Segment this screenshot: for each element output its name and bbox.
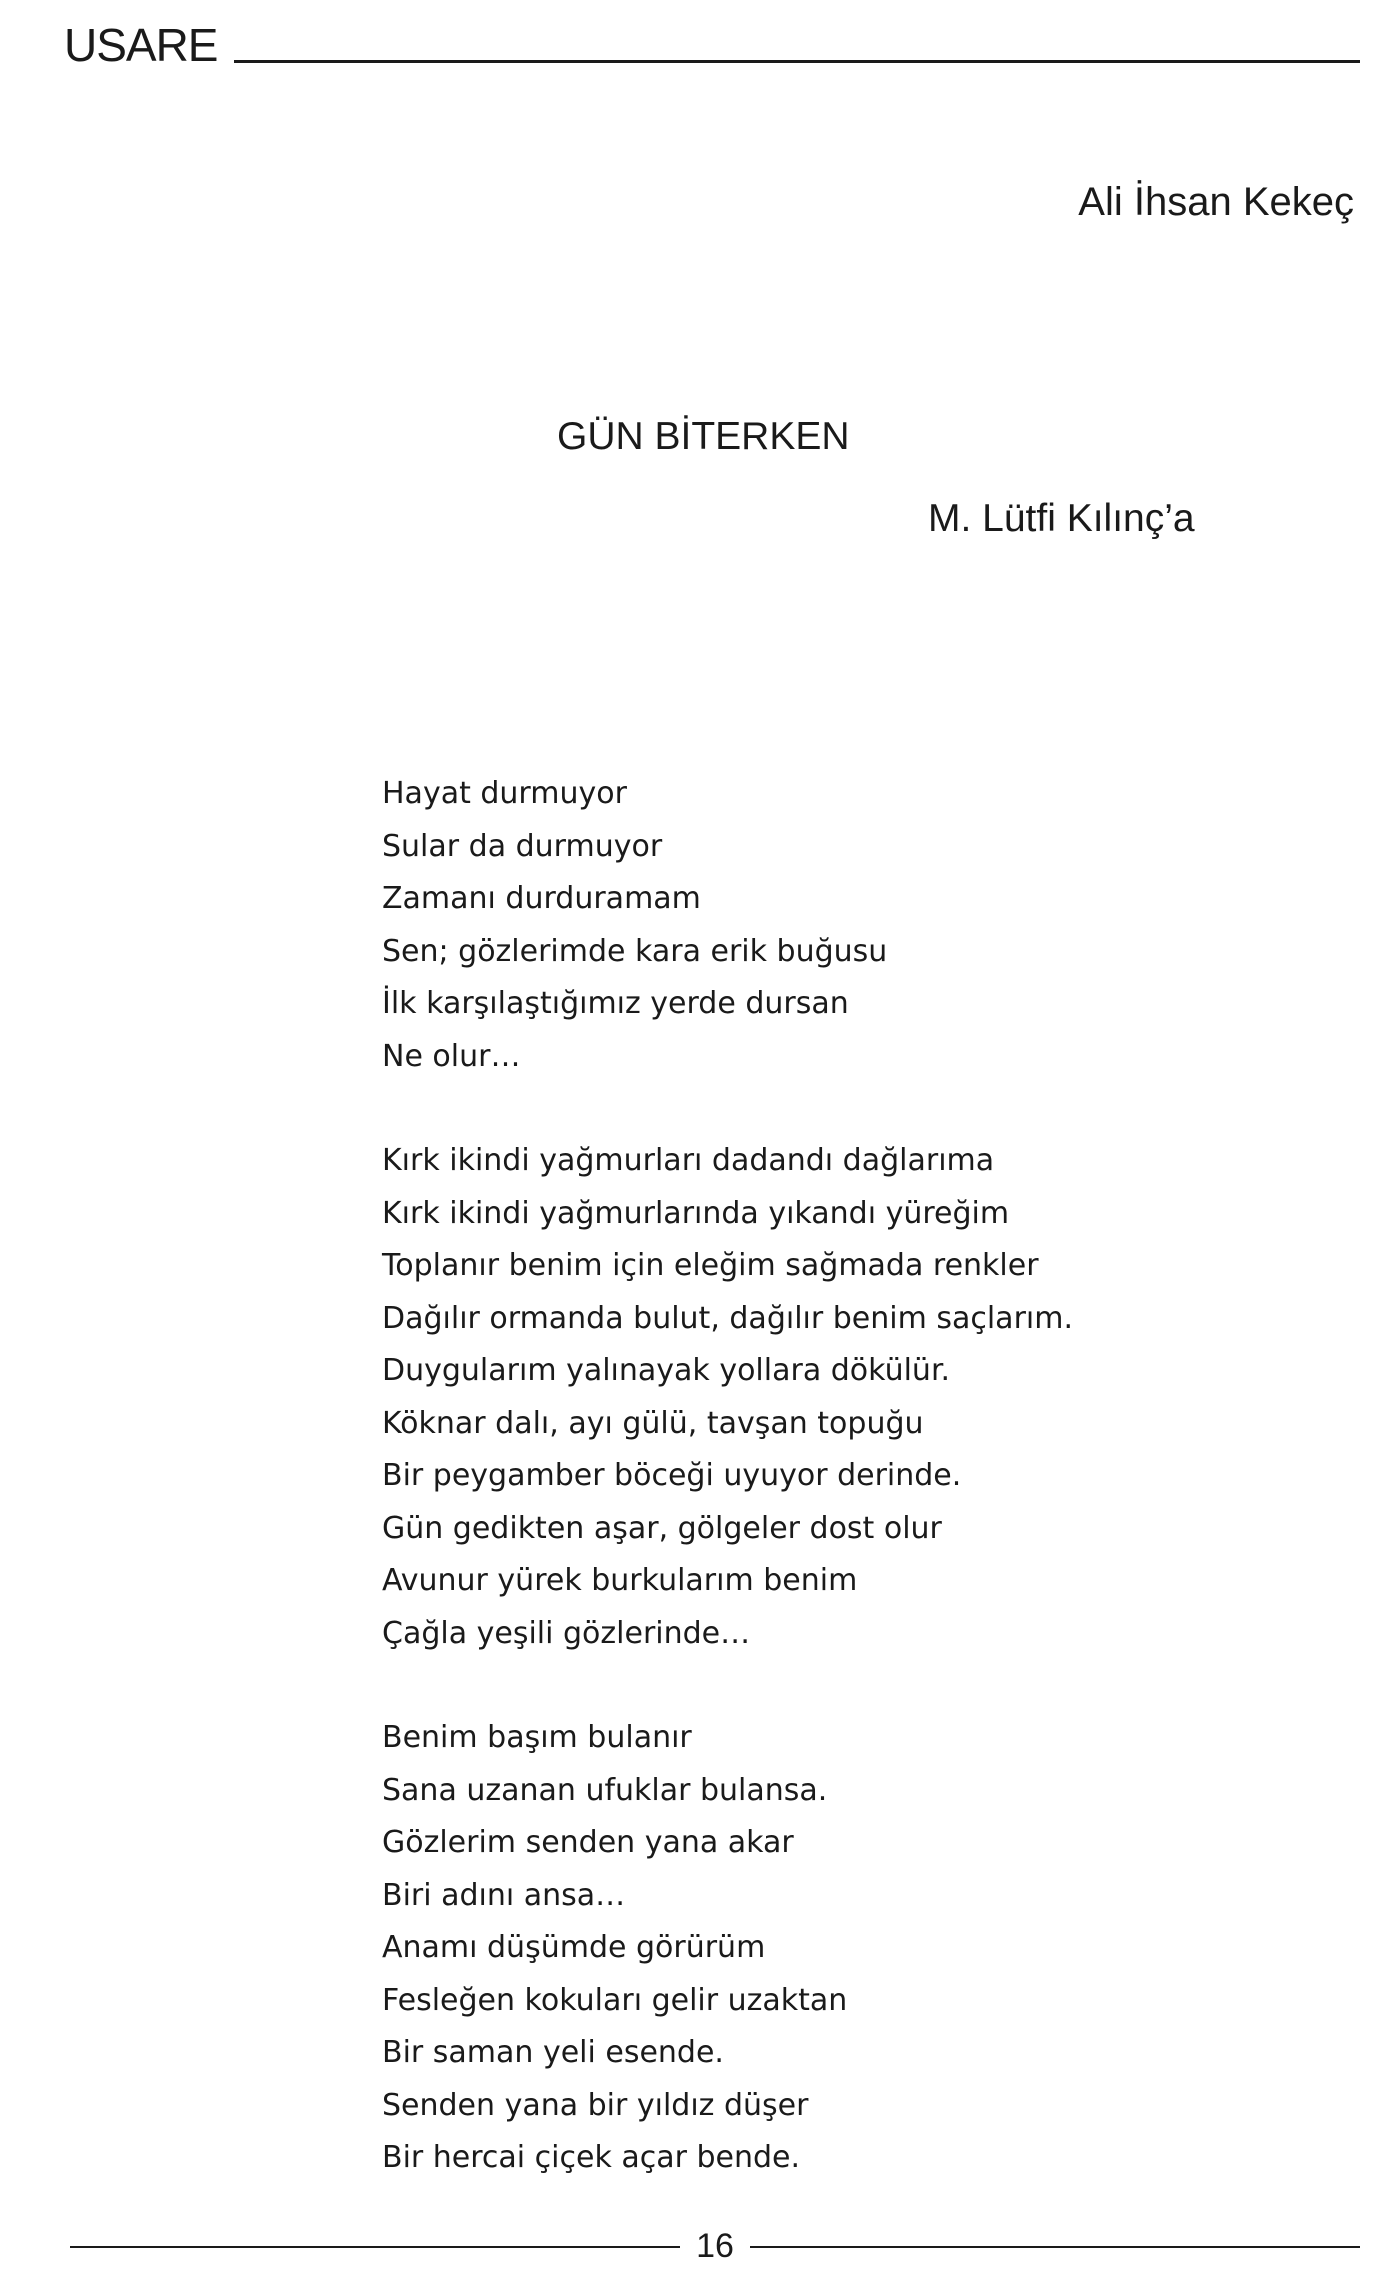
- poem-line: Dağılır ormanda bulut, dağılır benim saçlarım.: [382, 1300, 1073, 1336]
- poem-line: Gözlerim senden yana akar: [382, 1825, 794, 1860]
- poem-line: Zamanı durduramam: [382, 881, 701, 916]
- poem-title: GÜN BİTERKEN: [557, 415, 850, 458]
- poem-line: Duygularım yalınayak yollara dökülür.: [382, 1353, 951, 1388]
- author-name: Ali İhsan Kekeç: [1078, 180, 1354, 224]
- poem-line: Ne olur…: [382, 1038, 521, 1074]
- poem-line: Sana uzanan ufuklar bulansa.: [382, 1772, 828, 1808]
- poem-line: Fesleğen kokuları gelir uzaktan: [382, 1982, 848, 2018]
- poem-line: Anamı düşümde görürüm: [382, 1930, 766, 1965]
- stanza-3: [382, 1712, 1282, 2185]
- running-header: [64, 20, 1360, 70]
- poem-line: Hayat durmuyor: [382, 776, 627, 811]
- poem-line: Toplanır benim için eleğim sağmada renkler: [382, 1248, 1039, 1283]
- poem-line: Bir saman yeli esende.: [382, 2035, 724, 2070]
- poem-line: Biri adını ansa…: [382, 1877, 626, 1913]
- poem-line: Senden yana bir yıldız düşer: [382, 2087, 809, 2123]
- poem-line: İlk karşılaştığımız yerde dursan: [382, 986, 849, 1021]
- poem-line: Bir hercai çiçek açar bende.: [382, 2140, 801, 2175]
- page-footer: [70, 2226, 1360, 2266]
- header-rule: [234, 60, 1360, 63]
- poem-line: Köknar dalı, ayı gülü, tavşan topuğu: [382, 1405, 924, 1441]
- page-number: 16: [696, 2227, 734, 2265]
- poem-line: Sular da durmuyor: [382, 828, 663, 864]
- poem-line: Kırk ikindi yağmurlarında yıkandı yüreğim: [382, 1195, 1010, 1231]
- journal-title: USARE: [64, 19, 218, 71]
- poem-line: Benim başım bulanır: [382, 1720, 692, 1755]
- stanza-1: [382, 768, 1282, 1083]
- poem-line: Çağla yeşili gözlerinde…: [382, 1615, 751, 1651]
- poem-line: Bir peygamber böceği uyuyor derinde.: [382, 1458, 962, 1493]
- dedication: M. Lütfi Kılınç’a: [928, 497, 1195, 540]
- poem-line: Gün gedikten aşar, gölgeler dost olur: [382, 1510, 942, 1546]
- footer-rule-left: [70, 2246, 680, 2248]
- poem-body: [382, 768, 1282, 2237]
- poem-line: Kırk ikindi yağmurları dadandı dağlarıma: [382, 1143, 995, 1178]
- poem-line: Sen; gözlerimde kara erik buğusu: [382, 933, 888, 969]
- poem-line: Avunur yürek burkularım benim: [382, 1563, 858, 1598]
- stanza-2: [382, 1135, 1282, 1660]
- footer-rule-right: [750, 2246, 1360, 2248]
